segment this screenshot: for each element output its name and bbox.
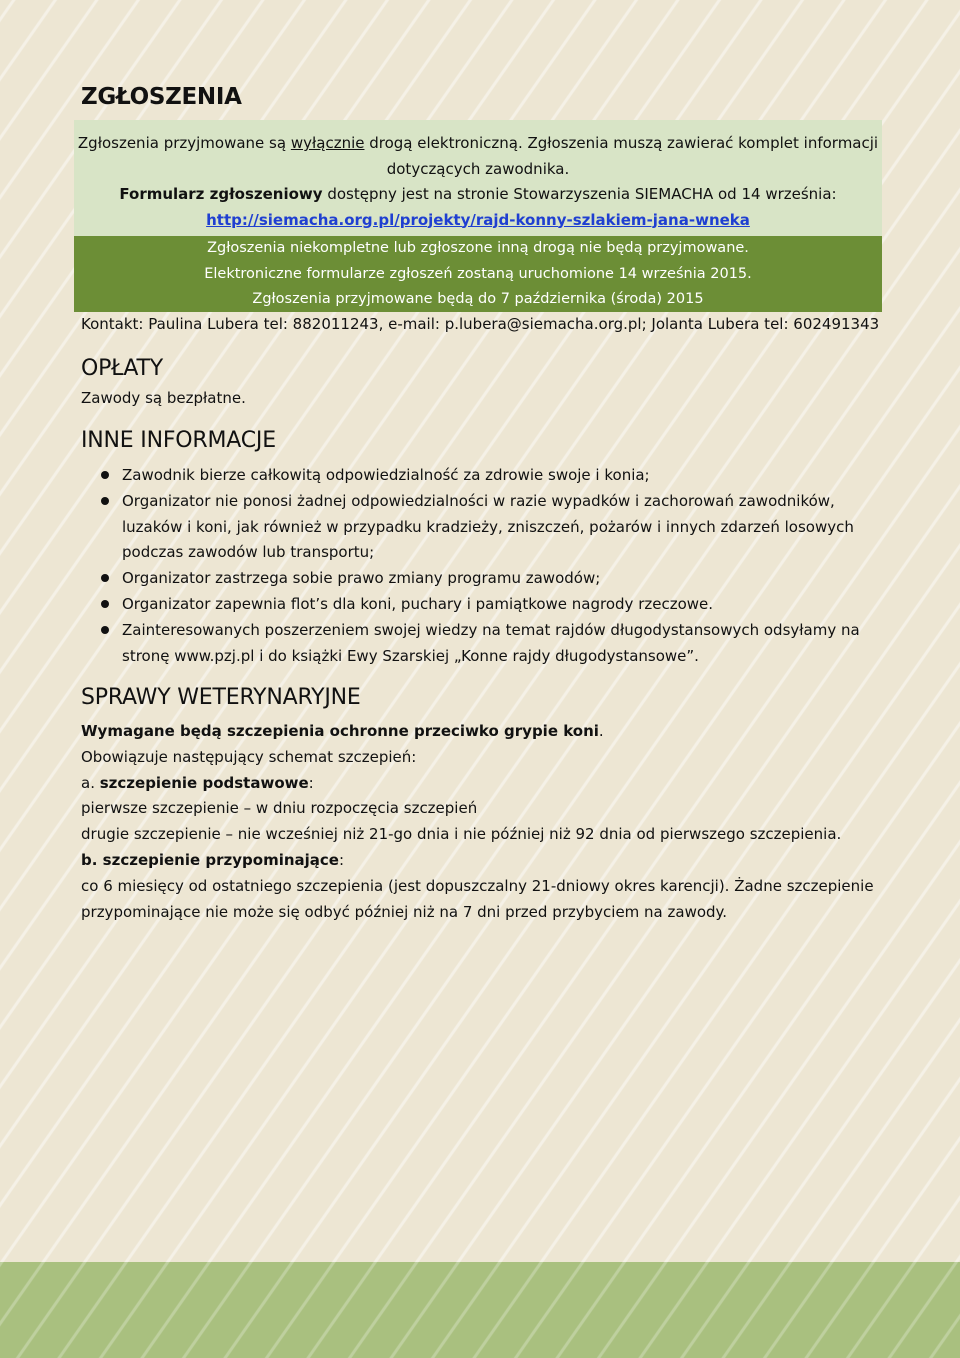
vet-basic-heading: a. szczepienie podstawowe: xyxy=(81,773,314,792)
vet-booster-line-2: przypominające nie może się odbyć później niż na 7 dni przed przybyciem na zawody. xyxy=(81,902,728,921)
registration-line-1: Zgłoszenia przyjmowane są wyłącznie drogą elektroniczną. Zgłoszenia muszą zawierać komplet informacji xyxy=(77,134,879,152)
bullet-icon xyxy=(101,471,109,479)
vet-booster-line-1: co 6 miesięcy od ostatniego szczepienia (jest dopuszczalny 21-dniowy okres karencji). Żadne szczepienie xyxy=(81,876,874,895)
vet-basic-line-1: pierwsze szczepienie – w dniu rozpoczęcia szczepień xyxy=(81,799,478,818)
notice-deadline: Zgłoszenia przyjmowane będą do 7 października (środa) 2015 xyxy=(252,291,704,307)
info-list xyxy=(81,463,871,669)
bullet-icon xyxy=(101,600,109,608)
vet-basic-line-2: drugie szczepienie – nie wcześniej niż 21-go dnia i nie później niż 92 dnia od pierwszego szczepienia. xyxy=(81,825,842,844)
registration-form-link[interactable]: http://siemacha.org.pl/projekty/rajd-konny-szlakiem-jana-wneka xyxy=(206,210,750,229)
section-title-sprawy-weterynaryjne: SPRAWY WETERYNARYJNE xyxy=(81,685,361,710)
notice-incomplete: Zgłoszenia niekompletne lub zgłoszone inną drogą nie będą przyjmowane. xyxy=(207,240,749,256)
emphasis-exclusively: wyłącznie xyxy=(290,134,365,152)
fees-text: Zawody są bezpłatne. xyxy=(81,389,246,407)
list-item: Organizator zastrzega sobie prawo zmiany programu zawodów; xyxy=(81,566,871,592)
registration-notice-box xyxy=(74,236,882,312)
list-item: Zainteresowanych poszerzeniem swojej wiedzy na temat rajdów długodystansowych odsyłamy na stronę www.pzj.pl i do książki Ewy Szarskiej „Konne rajdy długodystansowe”. xyxy=(81,618,871,670)
list-item: Organizator zapewnia flot’s dla koni, puchary i pamiątkowe nagrody rzeczowe. xyxy=(81,592,871,618)
vet-booster-heading: b. szczepienie przypominające: xyxy=(81,850,345,869)
vet-required-line: Wymagane będą szczepienia ochronne przeciwko grypie koni. xyxy=(81,722,604,740)
bullet-icon xyxy=(101,626,109,634)
registration-line-2: dotyczących zawodnika. xyxy=(386,159,570,178)
list-item: Zawodnik bierze całkowitą odpowiedzialność za zdrowie swoje i konia; xyxy=(81,463,871,489)
section-title-zgloszenia: ZGŁOSZENIA xyxy=(81,84,242,110)
registration-line-3: Formularz zgłoszeniowy dostępny jest na stronie Stowarzyszenia SIEMACHA od 14 września: xyxy=(119,185,837,203)
bullet-icon xyxy=(101,497,109,505)
notice-forms-open: Elektroniczne formularze zgłoszeń zostaną uruchomione 14 września 2015. xyxy=(204,265,752,282)
registration-info-box xyxy=(74,120,882,236)
list-item: Organizator nie ponosi żadnej odpowiedzialności w razie wypadków i zachorowań zawodników, luzaków i koni, jak również w przypadku kradzieży, zniszczeń, pożarów i innych zdarzeń losowych podczas zawodów lub transportu; xyxy=(81,489,871,566)
footer-band xyxy=(0,1262,960,1358)
vet-content xyxy=(81,719,881,925)
bullet-icon xyxy=(101,574,109,582)
vet-schema-line: Obowiązuje następujący schemat szczepień: xyxy=(81,747,417,766)
section-title-inne-informacje: INNE INFORMACJE xyxy=(81,428,276,453)
contact-line: Kontakt: Paulina Lubera tel: 882011243, e-mail: p.lubera@siemacha.org.pl; Jolanta Lubera tel: 602491343 xyxy=(81,315,880,333)
section-title-oplaty: OPŁATY xyxy=(81,356,163,381)
